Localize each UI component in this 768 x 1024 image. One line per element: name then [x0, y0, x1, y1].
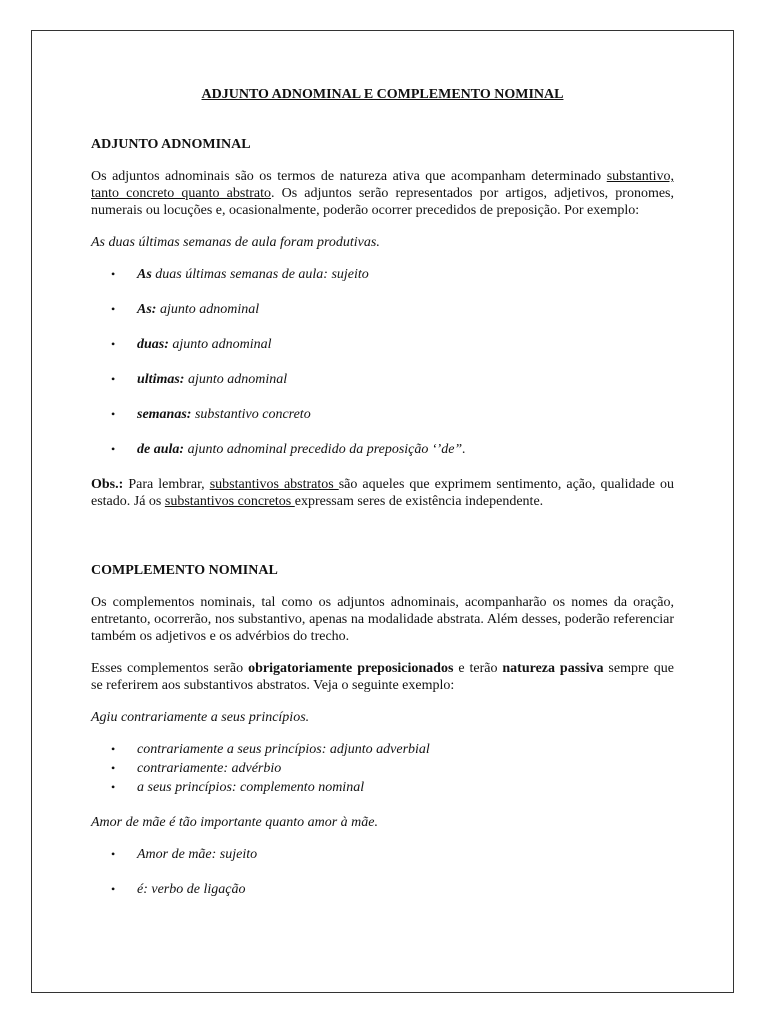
list-term: duas:	[137, 337, 169, 352]
obs-label: Obs.:	[91, 477, 124, 492]
list-item	[91, 371, 674, 388]
complemento-analysis-list-1	[91, 741, 674, 796]
list-desc: ajunto adnominal	[156, 302, 260, 317]
text-run: Para lembrar,	[123, 477, 210, 492]
complemento-analysis-list-2	[91, 846, 674, 898]
text-run: Os adjuntos adnominais são os termos de natureza ativa que acompanham determinado	[91, 169, 607, 184]
bold-text: natureza passiva	[502, 661, 604, 676]
list-term: As	[137, 267, 152, 282]
text-run: . Os adjuntos serão representados por artigos, adjetivos, pronomes, numerais ou locuções e, ocasionalmente, poderão ocorrer precedidos de preposição. Por exemplo:	[91, 186, 675, 218]
list-item: • é: verbo de ligação	[91, 881, 674, 898]
document-title: ADJUNTO ADNOMINAL E COMPLEMENTO NOMINAL	[201, 87, 564, 102]
document-page	[31, 30, 734, 993]
underlined-text: substantivo, tanto concreto quanto abstrato	[91, 169, 674, 201]
list-item: • contrariamente: advérbio	[91, 760, 674, 777]
document-content	[91, 87, 674, 916]
list-term: As:	[137, 302, 157, 317]
list-item: • a seus princípios: complemento nominal	[91, 779, 674, 796]
complemento-paragraph-1: Os complementos nominais, tal como os adjuntos adnominais, acompanharão os nomes da oração, entretanto, ocorrerão, nos substantivo, apenas na modalidade abstrata. Além desses, poderão referenciar também os adjetivos e os advérbios do trecho.	[91, 595, 674, 644]
list-desc: substantivo concreto	[191, 407, 311, 422]
list-item	[91, 441, 674, 458]
list-item	[91, 301, 674, 318]
section-spacer	[91, 525, 674, 563]
list-term: semanas:	[137, 407, 192, 422]
list-item	[91, 336, 674, 353]
complemento-example-2: Amor de mãe é tão importante quanto amor à mãe.	[91, 815, 378, 830]
text-run: sempre que se referirem aos substantivos abstratos. Veja o seguinte exemplo:	[91, 661, 674, 693]
text-run: e terão	[453, 661, 503, 676]
adjunto-analysis-list	[91, 266, 674, 458]
list-term: ultimas:	[137, 372, 185, 387]
list-item	[91, 266, 674, 283]
text-run: são aqueles que exprimem sentimento, ação, qualidade ou estado. Já os	[91, 477, 674, 509]
text-run: expressam seres de existência independente.	[294, 494, 544, 509]
bold-text: obrigatoriamente preposicionados	[248, 661, 454, 676]
list-desc: ajunto adnominal	[184, 372, 288, 387]
list-item	[91, 406, 674, 423]
list-desc: ajunto adnominal precedido da preposição ‘’de”.	[184, 442, 466, 457]
list-item: • contrariamente a seus princípios: adjunto adverbial	[91, 741, 674, 758]
text-run: Esses complementos serão	[91, 661, 249, 676]
adjunto-paragraph	[91, 168, 674, 219]
complemento-paragraph-2	[91, 660, 674, 694]
obs-paragraph	[91, 476, 674, 510]
section-heading-adjunto: ADJUNTO ADNOMINAL	[91, 137, 251, 152]
section-heading-complemento: COMPLEMENTO NOMINAL	[91, 563, 278, 578]
adjunto-example: As duas últimas semanas de aula foram produtivas.	[91, 235, 380, 250]
underlined-text: substantivos abstratos	[209, 477, 339, 492]
list-desc: ajunto adnominal	[168, 337, 272, 352]
complemento-example-1: Agiu contrariamente a seus princípios.	[91, 710, 310, 725]
list-item: • Amor de mãe: sujeito	[91, 846, 674, 863]
underlined-text: substantivos concretos	[164, 494, 295, 509]
list-desc: duas últimas semanas de aula: sujeito	[151, 267, 369, 282]
list-term: de aula:	[137, 442, 185, 457]
